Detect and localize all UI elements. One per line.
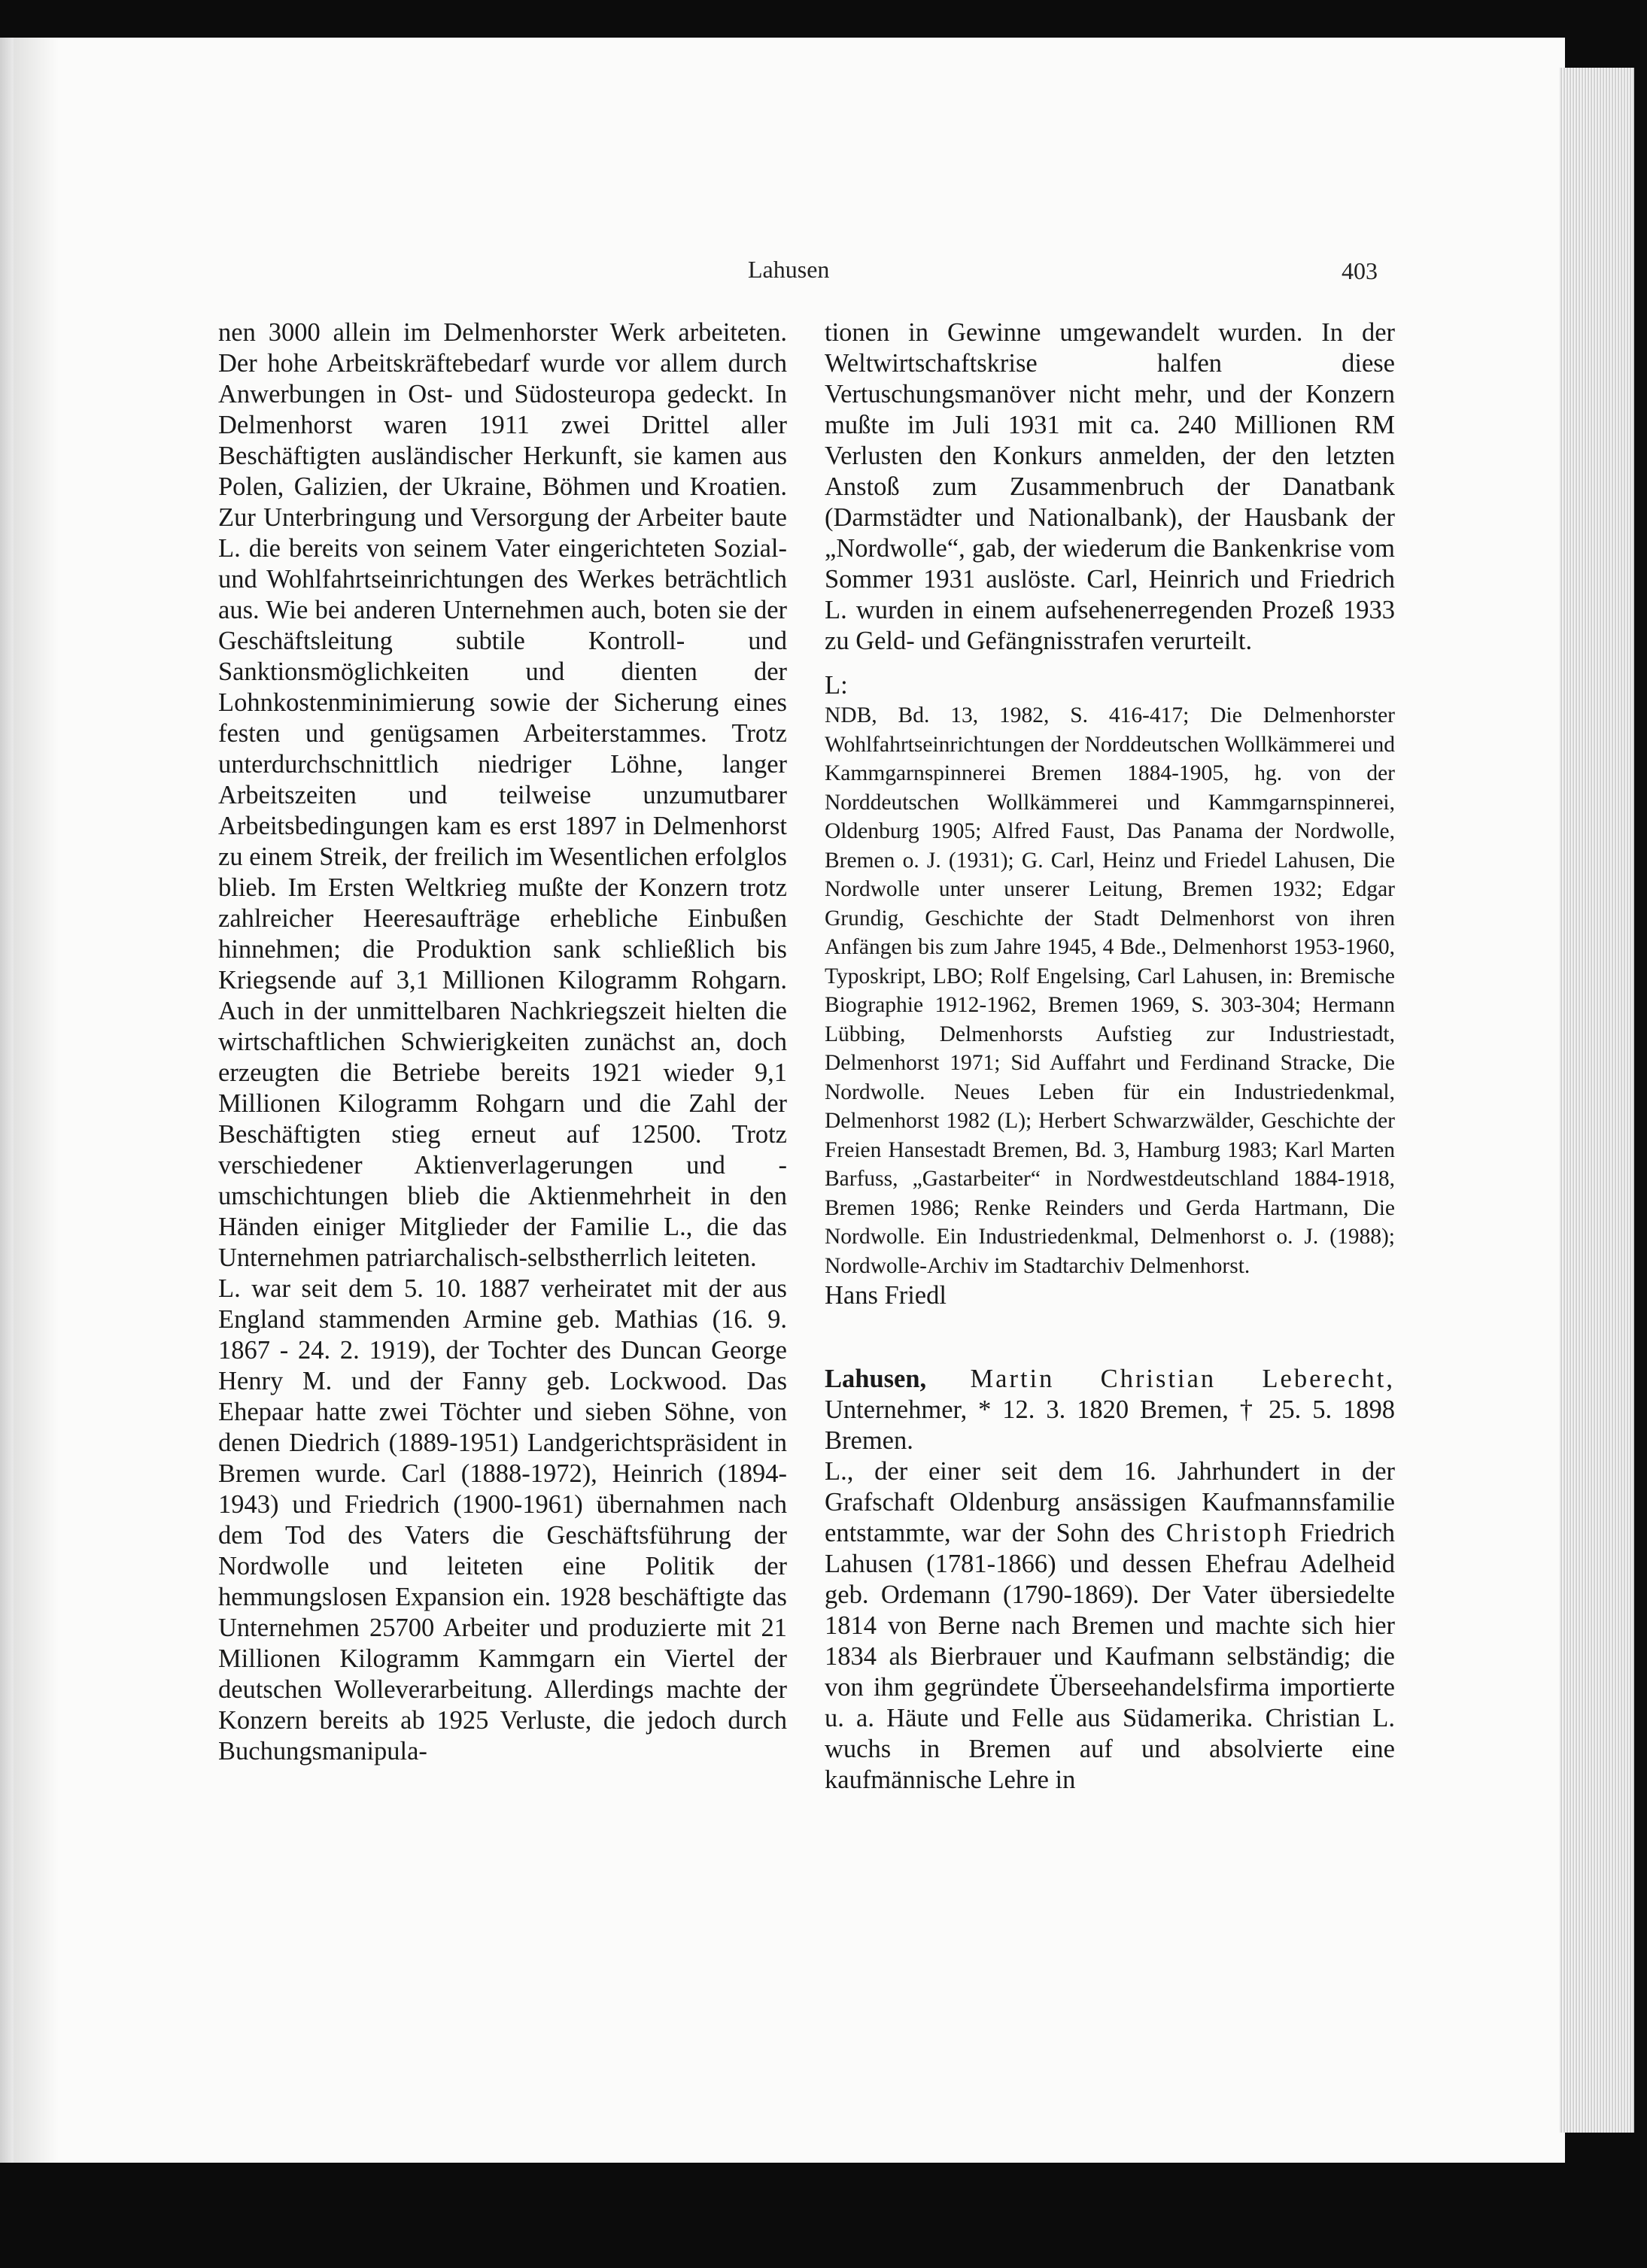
entry-paragraph (825, 1456, 1395, 1796)
page-stack-edge (1559, 68, 1634, 2133)
left-page-edge (0, 38, 14, 2163)
literature-list: NDB, Bd. 13, 1982, S. 416-417; Die Delmenhorster Wohlfahrtseinrichtungen der Norddeutschen Wollkämmerei und Kammgarnspinnerei Bremen 1884-1905, hg. von der Norddeutschen Wollkämmerei und Kammgarnspinnerei, Oldenburg 1905; Alfred Faust, Das Panama der Nordwolle, Bremen o. J. (1931); G. Carl, Heinz und Friedel Lahusen, Die Nordwolle unter unserer Leitung, Bremen 1932; Edgar Grundig, Geschichte der Stadt Delmenhorst von ihren Anfängen bis zum Jahre 1945, 4 Bde., Delmenhorst 1953-1960, Typoskript, LBO; Rolf Engelsing, Carl Lahusen, in: Bremische Biographie 1912-1962, Bremen 1969, S. 303-304; Hermann Lübbing, Delmenhorsts Aufstieg zur Industriestadt, Delmenhorst 1971; Sid Auffahrt und Ferdinand Stracke, Die Nordwolle. Neues Leben für ein Industriedenkmal, Delmenhorst 1982 (L); Herbert Schwarzwälder, Geschichte der Freien Hansestadt Bremen, Bd. 3, Hamburg 1983; Karl Marten Barfuss, „Gastarbeiter“ in Nordwestdeutschland 1884-1918, Bremen 1986; Renke Reinders und Gerda Hartmann, Die Nordwolle. Ein Industriedenkmal, Delmenhorst o. J. (1988); Nordwolle-Archiv im Stadtarchiv Delmenhorst. (825, 703, 1395, 1278)
running-head: Lahusen (748, 256, 830, 283)
literature-label: L: (825, 671, 848, 700)
entry-details: Unternehmer, * 12. 3. 1820 Bremen, † 25. 5. 1898 Bremen. (825, 1395, 1395, 1455)
paragraph-continued: nen 3000 allein im Delmenhorster Werk arbeiteten. Der hohe Arbeitskräftebedarf wurde vor allem durch Anwerbungen in Ost- und Südosteuropa gedeckt. In Delmenhorst waren 1911 zwei Drittel aller Beschäftigten ausländischer Herkunft, sie kamen aus Polen, Galizien, der Ukraine, Böhmen und Kroatien. Zur Unterbringung und Versorgung der Arbeiter baute L. die bereits von seinem Vater eingerichteten Sozial- und Wohlfahrtseinrichtungen des Werkes beträchtlich aus. Wie bei anderen Unternehmen auch, boten sie der Geschäftsleitung subtile Kontroll- und Sanktionsmöglichkeiten und dienten der Lohnkostenminimierung sowie der Sicherung eines festen und genügsamen Arbeiterstammes. Trotz unterdurchschnittlich niedriger Löhne, langer Arbeitszeiten und teilweise unzumutbarer Arbeitsbedingungen kam es erst 1897 in Delmenhorst zu einem Streik, der freilich im Wesentlichen erfolglos blieb. Im Ersten Weltkrieg mußte der Konzern trotz zahlreicher Heeresaufträge erhebliche Einbußen hinnehmen; die Produktion sank schließlich bis Kriegsende auf 3,1 Millionen Kilogramm Rohgarn. Auch in der unmittelbaren Nachkriegszeit hielten die wirtschaftlichen Schwierigkeiten zunächst an, doch erzeugten die Betriebe bereits 1921 wieder 9,1 Millionen Kilogramm Rohgarn und die Zahl der Beschäftigten stieg erneut auf 12500. Trotz verschiedener Aktienverlagerungen und -umschichtungen blieb die Aktienmehrheit in den Händen einiger Mitglieder der Familie L., die das Unternehmen patriarchalisch-selbstherrlich leiteten. (218, 318, 787, 1272)
right-column (825, 317, 1395, 1796)
paragraph-family: L. war seit dem 5. 10. 1887 verheiratet mit der aus England stammenden Armine geb. Mathias (16. 9. 1867 - 24. 2. 1919), der Tochter des Duncan George Henry M. und der Fanny geb. Lockwood. Das Ehepaar hatte zwei Töchter und sieben Söhne, von denen Diedrich (1889-1951) Landgerichtspräsident in Bremen wurde. Carl (1888-1972), Heinrich (1894-1943) und Friedrich (1900-1961) übernahmen nach dem Tod des Vaters die Geschäftsführung der Nordwolle und leiteten eine Politik der hemmungslosen Expansion ein. 1928 beschäftigte das Unternehmen 25700 Arbeiter und produzierte mit 21 Millionen Kilogramm Kammgarn ein Viertel der deutschen Wolleverarbeitung. Allerdings machte der Konzern bereits ab 1925 Verluste, die jedoch durch Buchungsmanipula- (218, 1274, 787, 1766)
left-column (218, 317, 787, 1767)
page-header (14, 256, 1402, 286)
paragraph-continued-right: tionen in Gewinne umgewandelt wurden. In der Weltwirtschaftskrise halfen diese Vertuschungsmanöver nicht mehr, und der Konzern mußte im Juli 1931 mit ca. 240 Millionen RM Verlusten den Konkurs anmelden, der den letzten Anstoß zum Zusammenbruch der Danatbank (Darmstädter und Nationalbank), der Hausbank der „Nordwolle“, gab, der wiederum die Bankenkrise vom Sommer 1931 auslöste. Carl, Heinrich und Friedrich L. wurden in einem aufsehenerregenden Prozeß 1933 zu Geld- und Gefängnisstrafen verurteilt. (825, 318, 1395, 655)
entry-surname: Lahusen, (825, 1365, 927, 1393)
gutter-shadow (14, 38, 59, 2163)
article-author: Hans Friedl (825, 1281, 947, 1310)
entry-text-rest: Friedrich Lahusen (1781-1866) und dessen Ehefrau Adelheid geb. Ordemann (1790-1869). Der Vater übersiedelte 1814 von Berne nach Bremen und machte sich hier 1834 als Bierbrauer und Kaufmann selbständig; die von ihm gegründete Überseehandelsfirma importierte u. a. Häute und Felle aus Südamerika. Christian L. wuchs in Bremen auf und absolvierte eine kaufmännische Lehre in (825, 1519, 1396, 1794)
entry-spacer (825, 1311, 1395, 1364)
entry-heading (825, 1364, 1395, 1456)
father-name: Christoph (1165, 1519, 1289, 1547)
page-number: 403 (1342, 257, 1378, 284)
entry-text-start: L., der einer seit dem 16. Jahrhundert in der Grafschaft Oldenburg ansässigen Kaufmannsfamilie entstammte, war der Sohn des (825, 1457, 1395, 1547)
entry-given-names: Martin Christian Leberecht, (970, 1365, 1395, 1393)
book-page (14, 38, 1565, 2163)
